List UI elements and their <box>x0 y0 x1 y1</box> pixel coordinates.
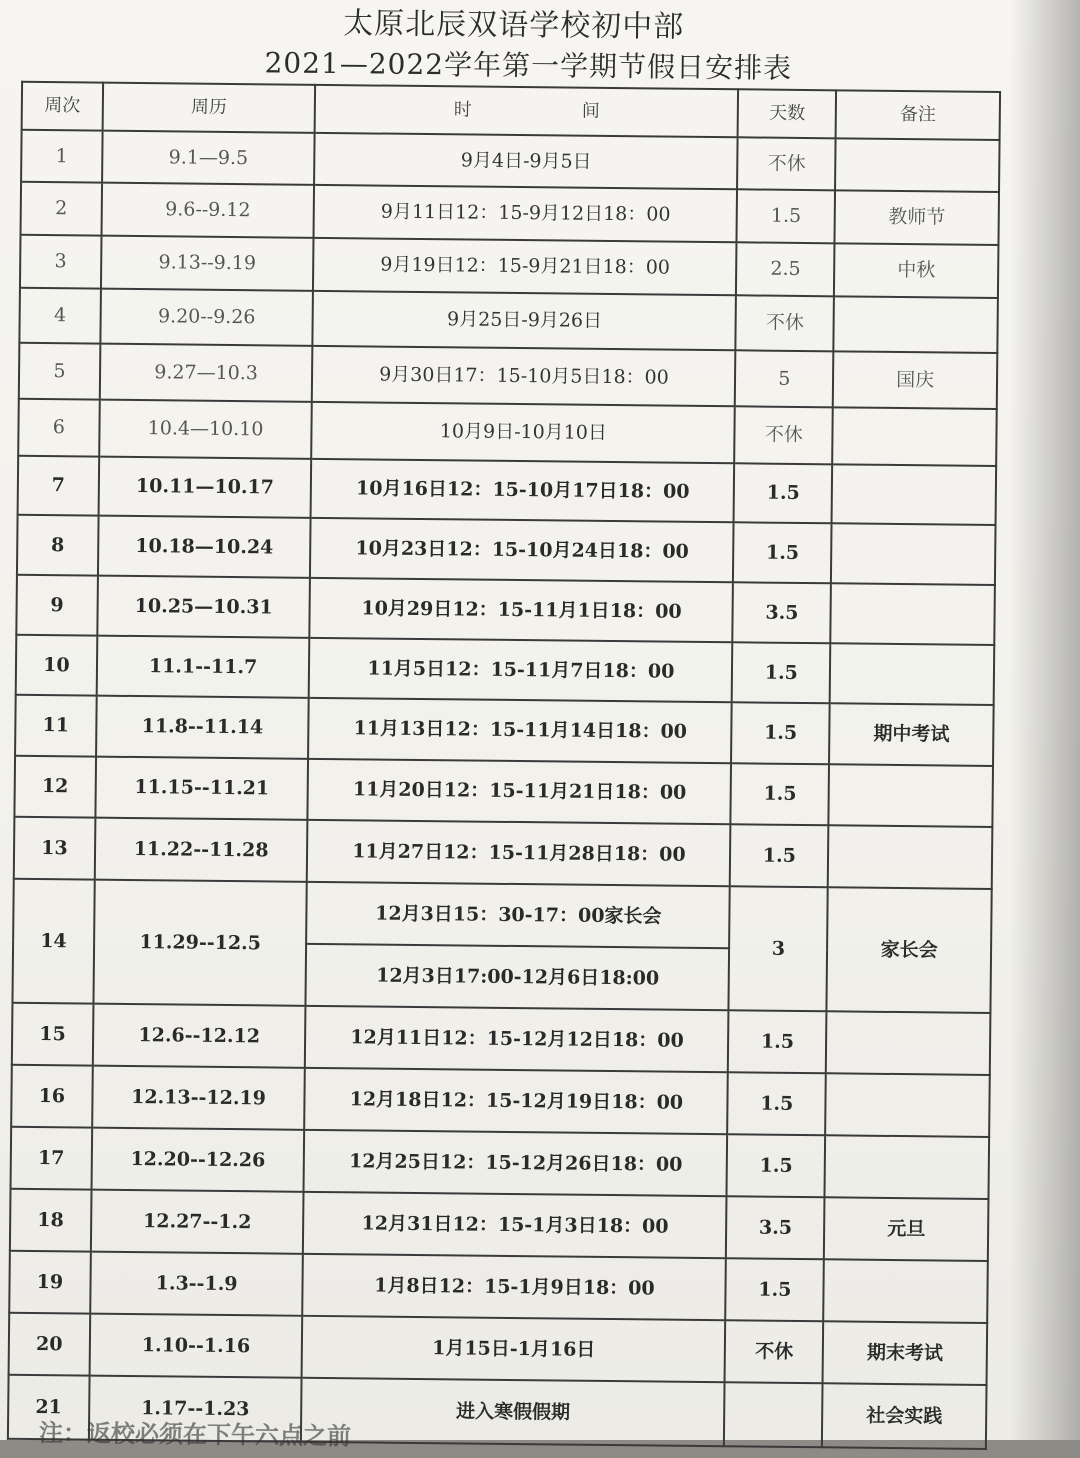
cell-time: 10月9日-10月10日 <box>312 402 736 463</box>
cell-calendar: 10.18—10.24 <box>98 516 311 578</box>
cell-calendar: 11.22--11.28 <box>95 818 308 882</box>
cell-calendar: 1.3--1.9 <box>90 1252 303 1316</box>
cell-time: 9月19日12：15-9月21日18：00 <box>313 238 737 295</box>
cell-note <box>825 1135 989 1199</box>
cell-calendar: 11.8--11.14 <box>96 696 309 759</box>
table-row <box>11 1127 990 1199</box>
cell-week: 17 <box>11 1127 92 1190</box>
table-row <box>15 695 994 766</box>
cell-week: 13 <box>14 817 95 880</box>
cell-note <box>828 825 992 889</box>
cell-week: 16 <box>11 1065 92 1128</box>
cell-note: 元旦 <box>824 1197 988 1261</box>
cell-calendar: 12.27--1.2 <box>91 1190 304 1254</box>
cell-days: 不休 <box>725 1320 823 1383</box>
cell-week: 18 <box>10 1189 91 1252</box>
table-row <box>14 756 993 827</box>
cell-note: 期末考试 <box>823 1321 987 1385</box>
cell-note: 家长会 <box>827 887 992 1013</box>
cell-week: 19 <box>9 1251 90 1314</box>
document-subtitle: 2021—2022学年第一学期节假日安排表 <box>264 46 793 85</box>
cell-days: 3.5 <box>733 582 831 643</box>
cell-week: 6 <box>18 399 99 457</box>
cell-week: 11 <box>15 695 96 757</box>
cell-days: 5 <box>735 350 833 407</box>
cell-time: 12月11日12：15-12月12日18：00 <box>305 1006 729 1072</box>
cell-calendar: 9.20--9.26 <box>100 289 313 346</box>
cell-calendar: 9.1—9.5 <box>102 131 315 185</box>
cell-time: 10月23日12：15-10月24日18：00 <box>310 518 734 582</box>
cell-calendar: 11.29--12.5 <box>93 880 307 1006</box>
table-row <box>11 1065 990 1137</box>
cell-note <box>832 407 996 466</box>
cell-calendar: 12.20--12.26 <box>91 1128 304 1192</box>
cell-days: 1.5 <box>733 522 831 583</box>
cell-note <box>823 1259 987 1323</box>
cell-calendar: 12.6--12.12 <box>93 1004 306 1068</box>
cell-time: 11月27日12：15-11月28日18：00 <box>307 820 731 886</box>
cell-note: 教师节 <box>835 190 999 245</box>
table-row <box>16 635 995 705</box>
header-days: 天数 <box>738 89 836 138</box>
cell-time: 11月13日12：15-11月14日18：00 <box>308 698 732 763</box>
cell-note: 期中考试 <box>829 703 993 766</box>
table-row <box>19 343 998 409</box>
cell-note <box>835 138 999 192</box>
cell-calendar: 10.11—10.17 <box>98 457 311 518</box>
cell-days: 3.5 <box>726 1196 824 1259</box>
cell-calendar: 11.15--11.21 <box>95 757 308 820</box>
cell-note: 社会实践 <box>822 1383 986 1449</box>
cell-days: 1.5 <box>734 463 832 523</box>
table-row <box>19 288 998 353</box>
cell-time: 12月3日15：30-17：00家长会 <box>306 882 730 948</box>
header-calendar: 周历 <box>102 83 315 133</box>
cell-week: 3 <box>20 235 101 289</box>
cell-time: 9月4日-9月5日 <box>314 133 738 189</box>
cell-week: 7 <box>18 456 99 516</box>
cell-days: 1.5 <box>726 1258 824 1321</box>
cell-days: 1.5 <box>732 642 830 703</box>
cell-week: 9 <box>16 575 97 636</box>
cell-calendar: 1.10--1.16 <box>89 1314 302 1378</box>
cell-week: 20 <box>9 1313 90 1376</box>
cell-week: 5 <box>19 343 100 400</box>
cell-time: 10月16日12：15-10月17日18：00 <box>311 459 735 522</box>
cell-time: 11月20日12：15-11月21日18：00 <box>308 759 732 824</box>
cell-days: 不休 <box>735 406 833 464</box>
cell-calendar: 10.4—10.10 <box>99 400 312 459</box>
footer-note: 注：返校必须在下午六点之前 <box>38 1418 352 1451</box>
table-row <box>13 879 992 951</box>
cell-note <box>825 1073 989 1137</box>
cell-note <box>829 764 993 827</box>
cell-days: 不休 <box>737 137 835 190</box>
cell-days: 不休 <box>736 295 834 351</box>
table-row <box>9 1251 988 1323</box>
holiday-schedule-table <box>7 81 1001 1450</box>
cell-week: 21 <box>8 1375 89 1440</box>
cell-time: 12月25日12：15-12月26日18：00 <box>304 1130 728 1196</box>
cell-week: 4 <box>19 288 100 344</box>
table-row <box>14 817 993 889</box>
cell-note <box>830 643 994 705</box>
cell-week: 2 <box>21 182 102 236</box>
cell-days: 1.5 <box>737 189 835 243</box>
document-title: 太原北辰双语学校初中部 <box>343 6 685 45</box>
cell-calendar: 11.1--11.7 <box>96 636 309 698</box>
table-row <box>18 456 997 525</box>
cell-days: 1.5 <box>730 824 828 887</box>
cell-time: 9月25日-9月26日 <box>313 291 737 350</box>
cell-time: 9月11日12：15-9月12日18：00 <box>314 185 738 242</box>
cell-days: 1.5 <box>728 1010 826 1073</box>
cell-week: 10 <box>16 635 97 696</box>
table-row <box>12 1003 991 1075</box>
cell-calendar: 9.13--9.19 <box>101 236 314 291</box>
cell-calendar: 9.27—10.3 <box>100 344 313 402</box>
cell-note <box>832 464 996 525</box>
table-row <box>18 399 997 466</box>
cell-week: 12 <box>14 756 95 818</box>
cell-days: 1.5 <box>728 1072 826 1135</box>
cell-time: 12月3日17:00-12月6日18:00 <box>306 944 730 1010</box>
cell-week: 14 <box>12 879 94 1004</box>
cell-note <box>826 1011 990 1075</box>
cell-days: 2.5 <box>736 242 834 296</box>
cell-days: 1.5 <box>727 1134 825 1197</box>
cell-time: 12月31日12：15-1月3日18：00 <box>303 1192 727 1258</box>
cell-note <box>831 523 995 585</box>
header-time <box>315 85 739 137</box>
cell-time: 1月15日-1月16日 <box>302 1316 726 1382</box>
cell-time: 11月5日12：15-11月7日18：00 <box>309 638 733 702</box>
cell-days: 3 <box>729 886 828 1011</box>
cell-note: 国庆 <box>833 351 997 409</box>
cell-calendar: 9.6--9.12 <box>101 183 314 238</box>
cell-note: 中秋 <box>834 243 998 298</box>
cell-days: 1.5 <box>731 763 829 825</box>
cell-week: 1 <box>21 130 102 183</box>
cell-time: 1月8日12：15-1月9日18：00 <box>303 1254 727 1320</box>
cell-week: 8 <box>17 515 98 576</box>
cell-days: 1.5 <box>731 702 829 764</box>
cell-calendar: 10.25—10.31 <box>97 576 310 638</box>
cell-time: 12月18日12：15-12月19日18：00 <box>305 1068 729 1134</box>
table-row <box>16 575 995 645</box>
header-time-label: 时间 <box>453 99 710 124</box>
table-row <box>9 1313 988 1385</box>
cell-days <box>724 1382 822 1447</box>
header-week: 周次 <box>22 82 103 131</box>
cell-calendar: 12.13--12.19 <box>92 1066 305 1130</box>
table-row <box>10 1189 989 1261</box>
cell-week: 15 <box>12 1003 93 1066</box>
cell-note <box>834 296 998 353</box>
cell-time: 进入寒假假期 <box>301 1378 725 1446</box>
header-note: 备注 <box>836 90 1000 140</box>
cell-time: 10月29日12：15-11月1日18：00 <box>310 578 734 642</box>
cell-note <box>831 583 995 645</box>
cell-calendar: 1.17--1.23 <box>89 1376 302 1442</box>
table-row <box>17 515 996 585</box>
cell-time: 9月30日17：15-10月5日18：00 <box>312 346 736 406</box>
